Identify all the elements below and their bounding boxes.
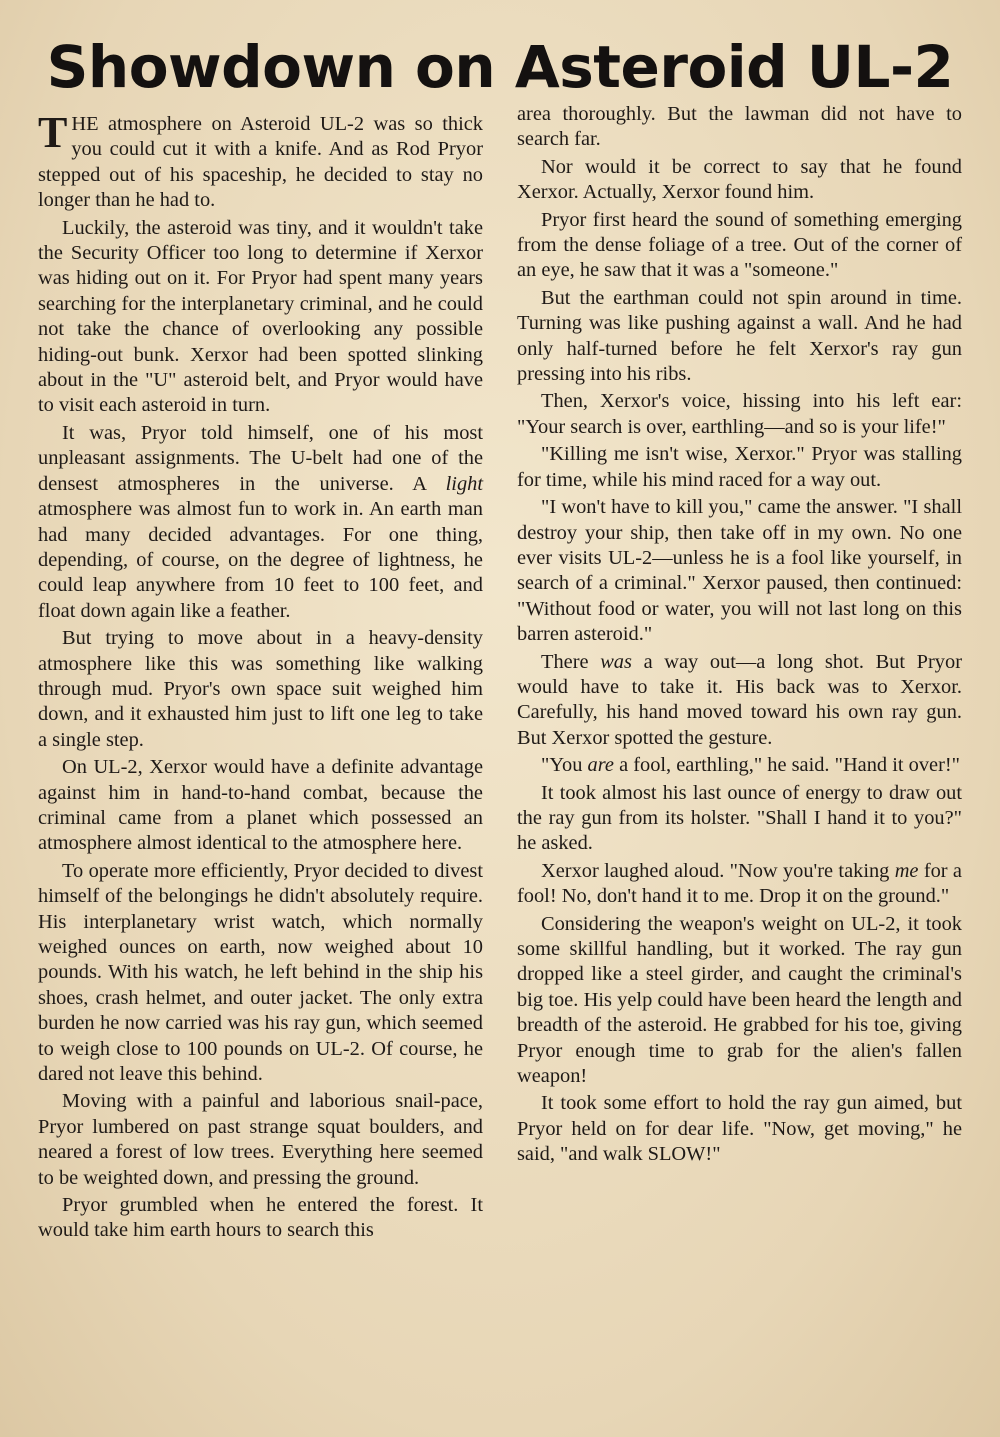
emphasis-text: was — [600, 650, 632, 673]
paragraph: "I won't have to kill you," came the answer. "I shall destroy your ship, then take off in my own. No one ever visits UL-2—unless he is a fool like yourself, in search of a criminal." Xerxor paused, then continued: "Without food or water, you will not last long on this barren asteroid." — [517, 496, 962, 646]
paragraph-text: Xerxor laughed aloud. "Now you're taking — [541, 859, 890, 882]
paragraph: Then, Xerxor's voice, hissing into his left ear: "Your search is over, earthling—and so is your life!" — [517, 390, 962, 438]
paragraph: Pryor grumbled when he entered the forest. It would take him earth hours to search this — [38, 1194, 483, 1242]
paragraph: Nor would it be correct to say that he found Xerxor. Actually, Xerxor found him. — [517, 155, 962, 204]
paragraph-text: for a fool! No, don't hand it to me. Drop it on the ground." — [517, 859, 962, 908]
paragraph — [517, 650, 962, 752]
paragraph: But trying to move about in a heavy-density atmosphere like this was something like walking through mud. Pryor's own space suit weighed him down, and it exhausted him just to lift one leg to take a single step. — [38, 627, 483, 751]
paragraph — [517, 753, 962, 778]
drop-cap: T — [38, 108, 68, 157]
paragraph: It took almost his last ounce of energy to draw out the ray gun from its holster. "Shall I hand it to you?" he asked. — [517, 781, 962, 855]
paragraph: Considering the weapon's weight on UL-2, it took some skillful handling, but it worked. The ray gun dropped like a steel girder, and caught the criminal's big toe. His yelp could have been heard the length and breadth of the asteroid. He grabbed for his toe, giving Pryor enough time to grab for the alien's fallen weapon! — [517, 912, 962, 1088]
paragraph — [38, 108, 483, 214]
paragraph-text: There — [541, 650, 589, 673]
left-column — [38, 108, 484, 1246]
paragraph: To operate more efficiently, Pryor decided to divest himself of the belongings he didn't absolutely require. His interplanetary wrist watch, which normally weighed ounces on earth, now weighed about 10 pounds. With his watch, he left behind in the ship his shoes, crash helmet, and outer jacket. The only extra burden he now carried was his ray gun, which seemed to weigh close to 100 pounds on UL-2. Of course, he dared not leave this behind. — [38, 859, 483, 1086]
paragraph: But the earthman could not spin around in time. Turning was like pushing against a wall. And he had only half-turned before he felt Xerxor's ray gun pressing into his ribs. — [517, 286, 962, 386]
paragraph: Pryor first heard the sound of something emerging from the dense foliage of a tree. Out of the corner of an eye, he saw that it was a "someone." — [517, 208, 962, 282]
paragraph — [38, 421, 483, 624]
story-title: Showdown on Asteroid UL-2 — [46, 33, 954, 101]
paragraph-text: HE atmosphere on Asteroid UL-2 was so thick you could cut it with a knife. And as Rod Pryor stepped out of his spaceship, he decided to stay no longer than he had to. — [38, 113, 483, 212]
paragraph-text: "You — [541, 754, 583, 777]
paragraph: On UL-2, Xerxor would have a definite advantage against him in hand-to-hand combat, because the criminal came from a planet which possessed an atmosphere almost identical to the atmosphere here. — [38, 756, 483, 855]
paragraph: "Killing me isn't wise, Xerxor." Pryor was stalling for time, while his mind raced for a way out. — [517, 443, 962, 491]
paragraph: area thoroughly. But the lawman did not have to search far. — [517, 103, 962, 151]
emphasis-text: light — [445, 472, 484, 495]
paragraph-text: atmosphere was almost fun to work in. An earth man had many decided advantages. For one thing, depending, of course, on the degree of lightness, he could leap anywhere from 10 feet to 100 feet, and float down again like a feather. — [38, 498, 483, 622]
paragraph: Luckily, the asteroid was tiny, and it wouldn't take the Security Officer too long to determine if Xerxor was hiding out on it. For Pryor had spent many years searching for the interplanetary criminal, and he could not take the chance of overlooking any possible hiding-out bunk. Xerxor had been spotted slinking about in the "U" asteroid belt, and Pryor would have to visit each asteroid in turn. — [38, 216, 483, 417]
emphasis-text: are — [587, 754, 614, 777]
text-columns — [28, 103, 972, 1246]
right-column — [517, 102, 962, 1246]
paragraph: Moving with a painful and laborious snail-pace, Pryor lumbered on past strange squat boulders, and neared a forest of low trees. Everything here seemed to be weighted down, and pressing the ground. — [38, 1090, 483, 1189]
paragraph-text: a way out—a long shot. But Pryor would have to take it. His back was to Xerxor. Carefully, his hand moved toward his own ray gun. But Xerxor spotted the gesture. — [517, 650, 962, 749]
paragraph: It took some effort to hold the ray gun aimed, but Pryor held on for dear life. "Now, get moving," he said, "and walk SLOW!" — [517, 1092, 962, 1166]
paragraph-text: a fool, earthling," he said. "Hand it over!" — [619, 754, 960, 777]
paragraph — [517, 859, 962, 910]
paragraph-text: It was, Pryor told himself, one of his most unpleasant assignments. The U-belt had one of the densest atmospheres in the universe. A — [38, 421, 483, 495]
emphasis-text: me — [894, 859, 919, 882]
